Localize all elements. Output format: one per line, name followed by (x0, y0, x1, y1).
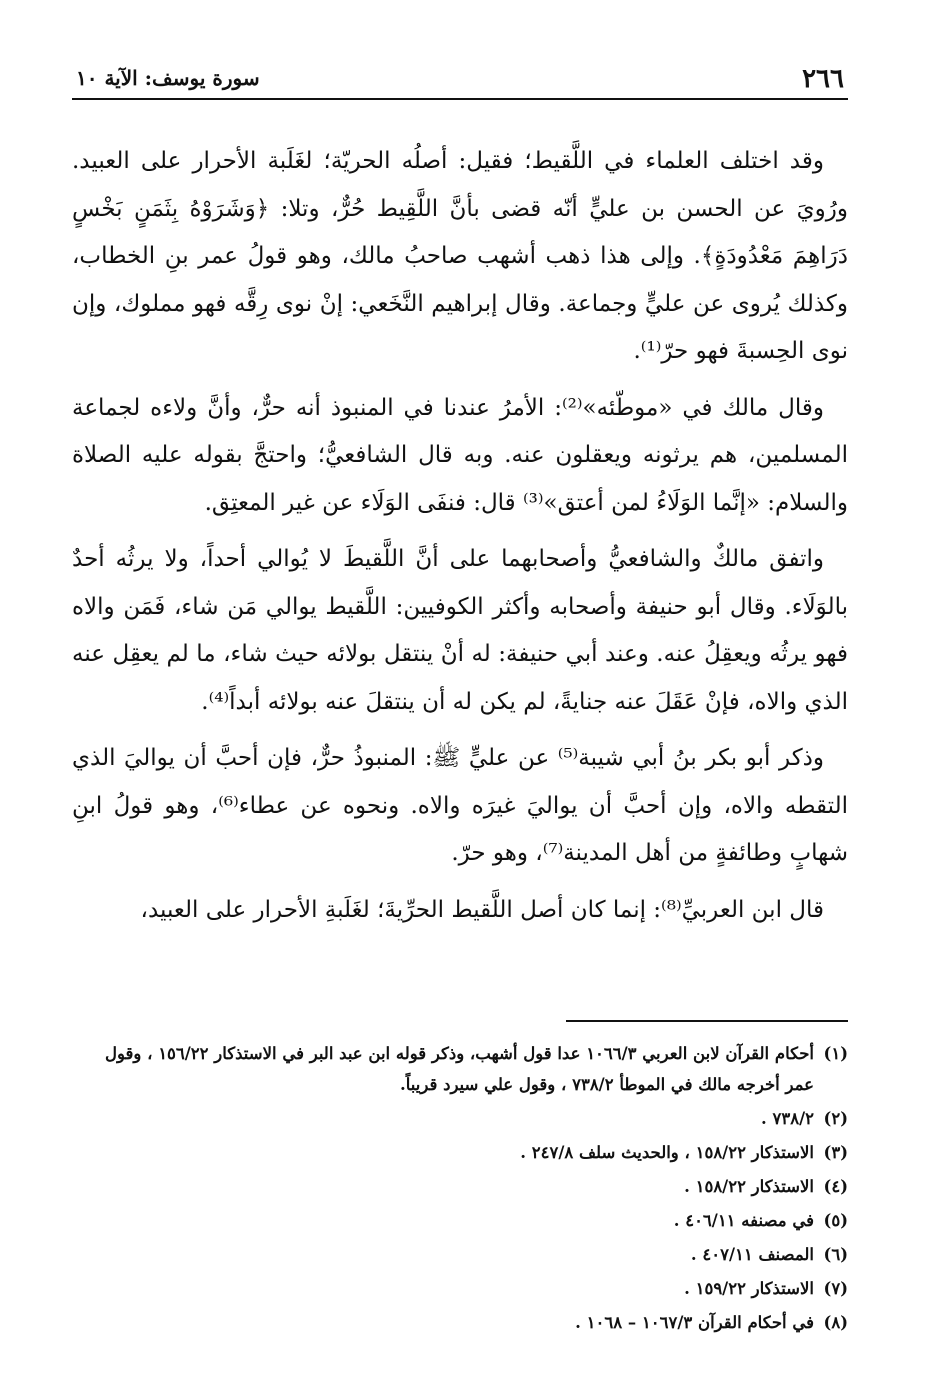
footnote-text: الاستذكار ١٥٨/٢٢ ، والحديث سلف ٢٤٧/٨ . (520, 1143, 814, 1162)
footnote-text: ٧٣٨/٢ . (761, 1109, 814, 1128)
footnote (72, 1307, 848, 1338)
footnote-number: (٧) (823, 1279, 848, 1298)
footnote-divider (566, 1020, 848, 1022)
footnote-text: الاستذكار ١٥٩/٢٢ . (684, 1279, 814, 1298)
footnote-text: المصنف ٤٠٧/١١ . (690, 1245, 814, 1264)
footnote-number: (٢) (823, 1109, 848, 1128)
footnotes (72, 1038, 848, 1341)
paragraph: واتفق مالكٌ والشافعيُّ وأصحابهما على أنَّ اللَّقيطَ لا يُوالي أحداً، ولا يرثُه أحدٌ بالوَلَاء. وقال أبو حنيفة وأصحابه وأكثر الكوفيين: اللَّقيط يوالي مَن شاء، فَمَن والاه فهو يرثُه ويعقِلُ عنه. وعند أبي حنيفة: له أنْ ينتقل بولائه حيث شاء، ما لم يعقِل عنه الذي والاه، فإنْ عَقَلَ عنه جنايةً، لم يكن له أن ينتقلَ عنه بولائه أبداً⁽⁴⁾. (72, 546, 848, 715)
footnote-number: (٤) (823, 1177, 848, 1196)
footnote-text: أحكام القرآن لابن العربي ١٠٦٦/٣ عدا قول أشهب، وذكر قوله ابن عبد البر في الاستذكار ١٥٦/٢٢ ، وقول عمر أخرجه مالك في الموطأ ٧٣٨/٢ ، وقول علي سيرد قريباً. (105, 1044, 814, 1094)
footnote (72, 1137, 848, 1168)
paragraph: قال ابن العربيِّ⁽⁸⁾: إنما كان أصل اللَّقيط الحرِّيةَ؛ لغَلَبةِ الأحرار على العبيد، (140, 896, 824, 923)
footnote (72, 1239, 848, 1270)
page-number: ٢٦٦ (802, 64, 844, 94)
book-page (72, 60, 848, 1360)
footnote (72, 1205, 848, 1236)
footnote-number: (٦) (823, 1245, 848, 1264)
paragraph: وقال مالك في «موطّئه»⁽²⁾: الأمرُ عندنا في المنبوذ أنه حرٌّ، وأنَّ ولاءه لجماعة المسلمين، هم يرثونه ويعقلون عنه. وبه قال الشافعيُّ؛ واحتجَّ بقوله عليه الصلاة والسلام: «إنَّما الوَلَاءُ لمن أعتق»⁽³⁾ قال: فنفَى الوَلَاء عن غير المعتِق. (72, 394, 848, 516)
footnote-text: الاستذكار ١٥٨/٢٢ . (684, 1177, 814, 1196)
footnote-text: في أحكام القرآن ١٠٦٧/٣ – ١٠٦٨ . (575, 1313, 814, 1332)
footnote (72, 1171, 848, 1202)
running-title: سورة يوسف: الآية ١٠ (76, 66, 260, 90)
paragraph: وقد اختلف العلماء في اللَّقيط؛ فقيل: أصلُه الحريّة؛ لغَلَبة الأحرار على العبيد. ورُويَ عن الحسن بن عليٍّ أنّه قضى بأنَّ اللَّقِيط حُرٌّ، وتلا: ﴿وَشَرَوْهُ بِثَمَنٍ بَخْسٍ دَرَاهِمَ مَعْدُودَةٍ﴾. وإلى هذا ذهب أشهب صاحبُ مالك، وهو قولُ عمر بنِ الخطاب، وكذلك يُروى عن عليٍّ وجماعة. وقال إبراهيم النَّخَعي: إنْ نوى رِقَّه فهو مملوك، وإن نوى الحِسبةَ فهو حرّ⁽¹⁾. (72, 148, 848, 364)
footnote-number: (٣) (823, 1143, 848, 1162)
footnote (72, 1273, 848, 1304)
footnote (72, 1038, 848, 1100)
footnote-number: (٥) (823, 1211, 848, 1230)
footnote (72, 1103, 848, 1134)
main-text (72, 138, 848, 943)
footnote-text: في مصنفه ٤٠٦/١١ . (673, 1211, 814, 1230)
page-header (72, 60, 848, 96)
footnote-number: (٨) (823, 1313, 848, 1332)
footnote-number: (١) (823, 1044, 848, 1063)
paragraph: وذكر أبو بكر بنُ أبي شيبة⁽⁵⁾ عن عليٍّ ﷺ: المنبوذُ حرٌّ، فإن أحبَّ أن يواليَ الذي التقطه والاه، وإن أحبَّ أن يواليَ غيرَه والاه. ونحوه عن عطاء⁽⁶⁾، وهو قولُ ابنِ شهابٍ وطائفةٍ من أهل المدينة⁽⁷⁾، وهو حرّ. (72, 745, 848, 866)
header-divider (72, 98, 848, 100)
